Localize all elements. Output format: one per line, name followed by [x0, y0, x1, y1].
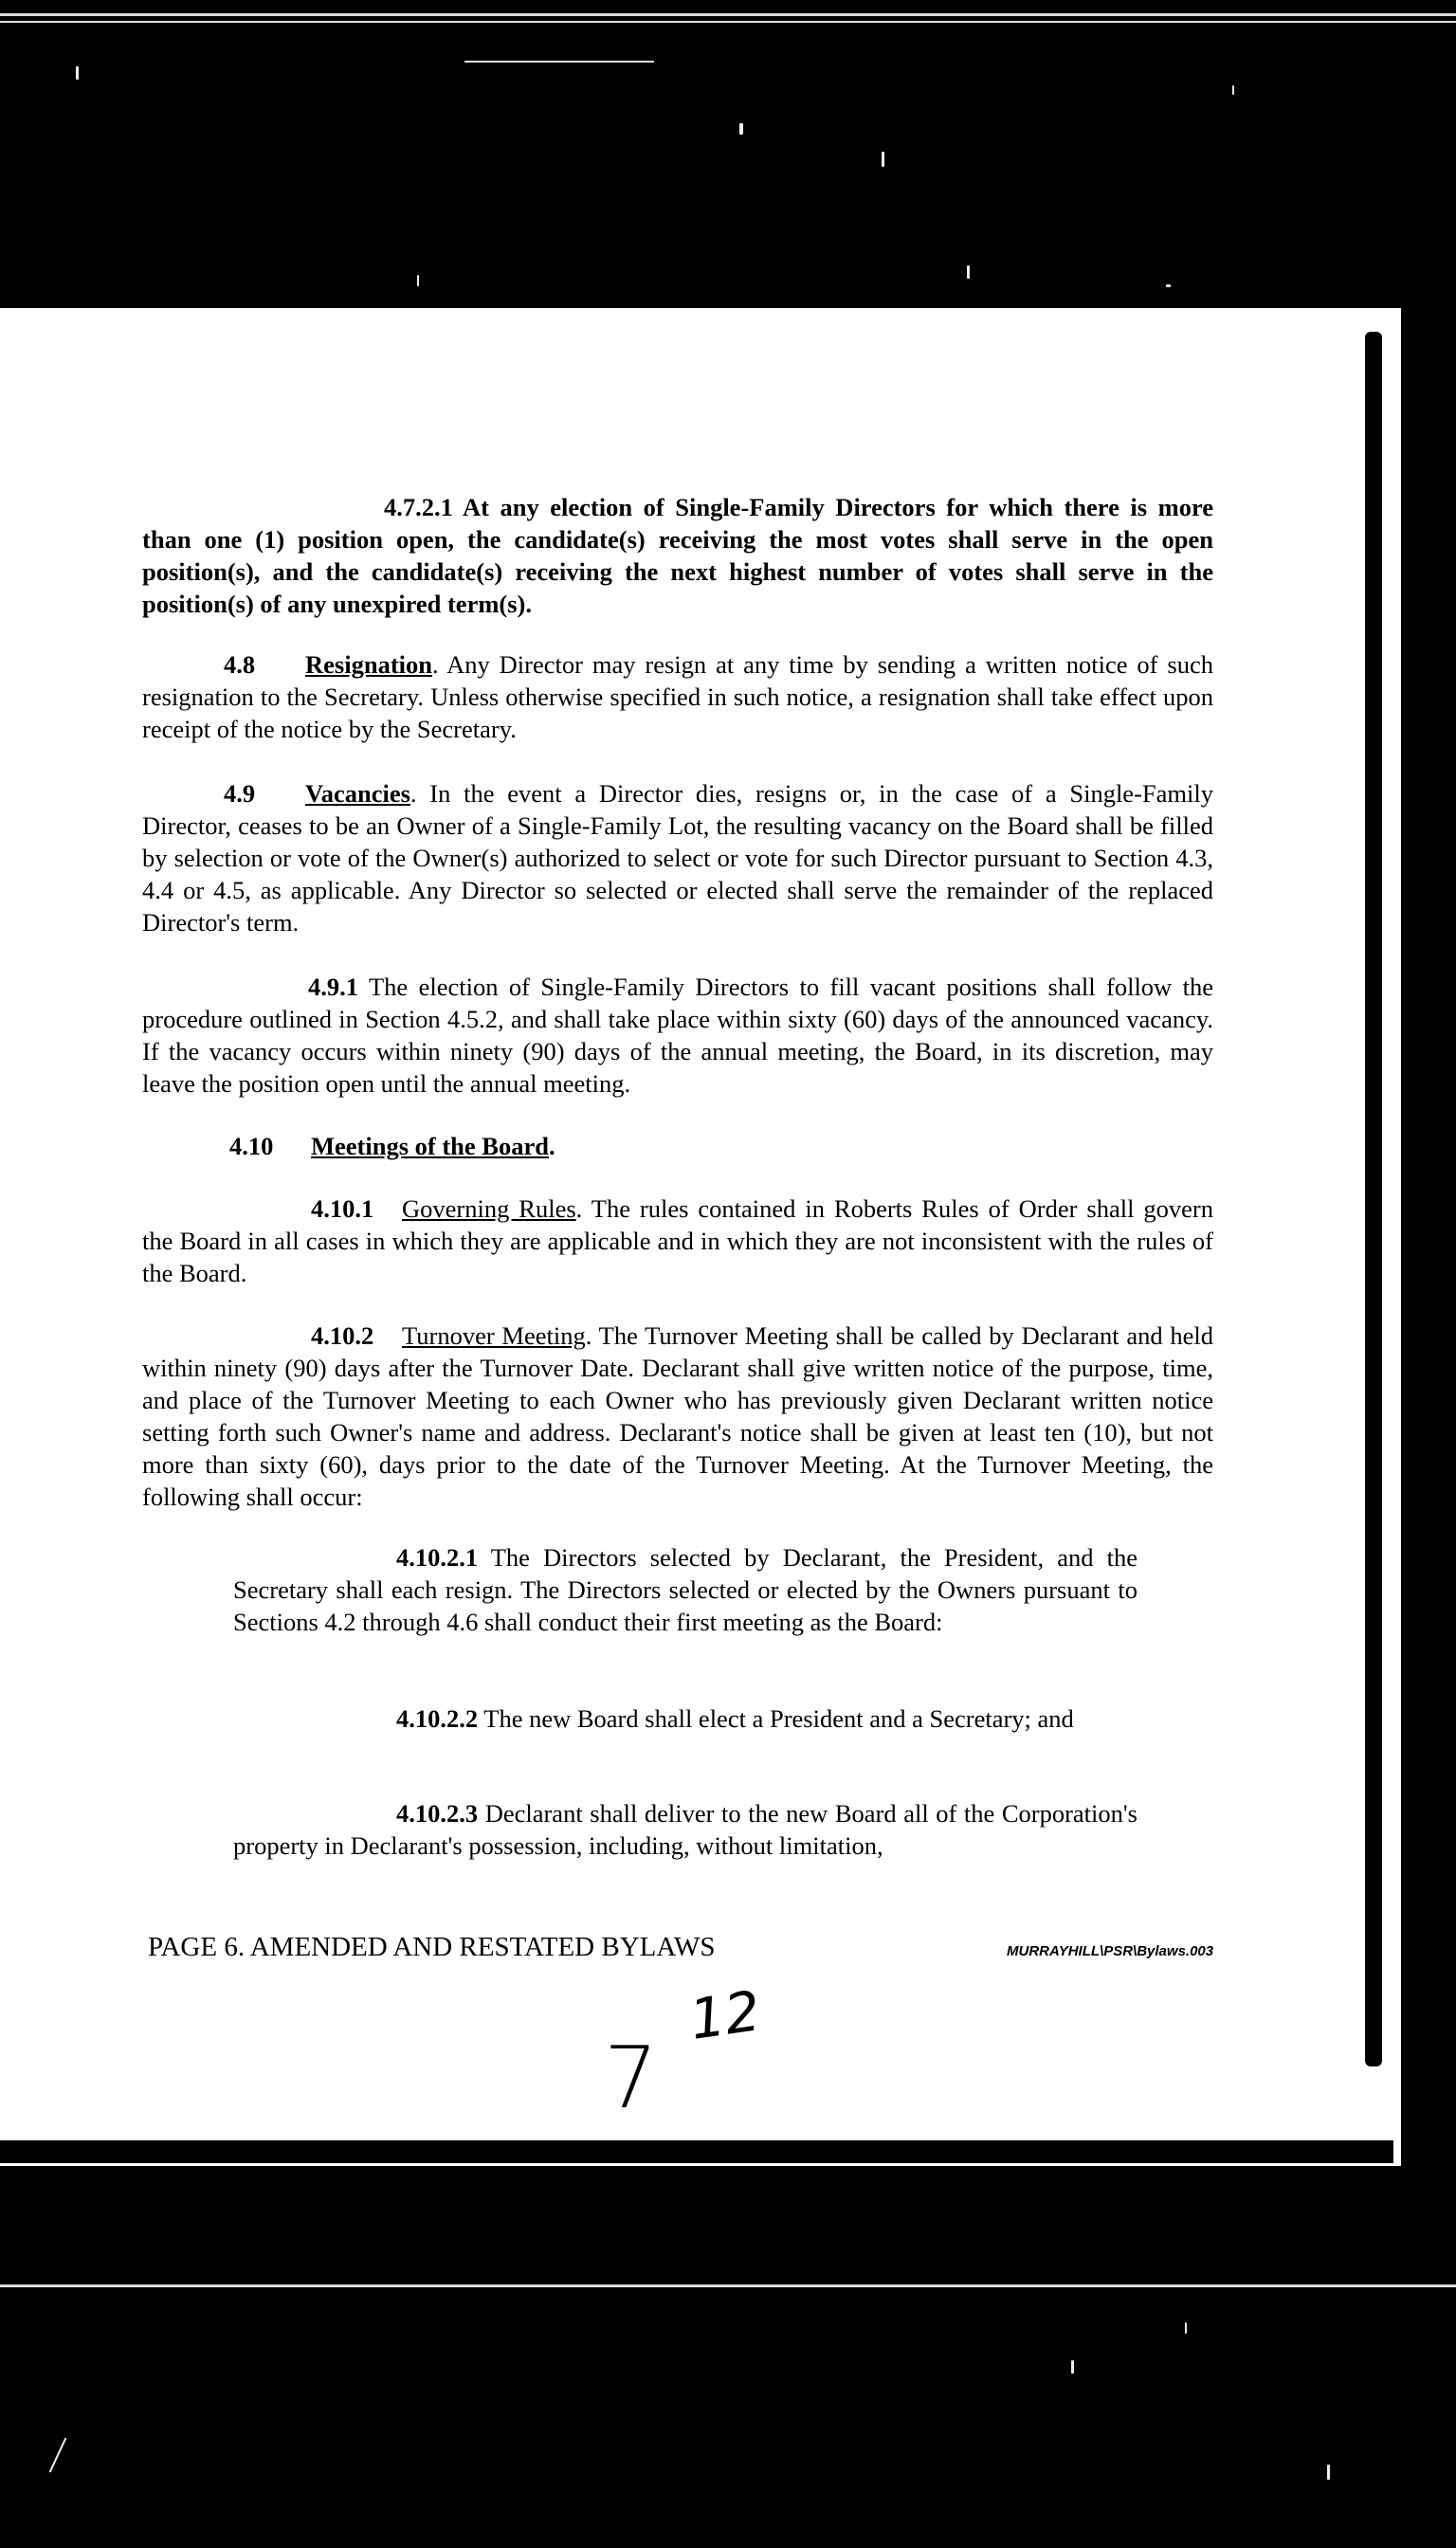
paragraph-4-10 [142, 1130, 1213, 1162]
paragraph-4-9-1 [142, 971, 1213, 1100]
section-heading: Resignation [305, 650, 432, 679]
speck [1185, 2322, 1187, 2334]
paragraph-text: . In the event a Director dies, resigns or, in the case of a Single-Family Director, ceases to be an Owner of a Single-Family Lot, the resulting vacancy on the Board shall be filled by selection or vote of the Owner(s) authorized to select or vote for such Director pursuant to Section 4.3, 4.4 or 4.5, as applicable. Any Director so selected or elected shall serve the remainder of the replaced Director's term. [142, 779, 1213, 937]
scan-line [0, 21, 1456, 23]
section-number: 4.10.1 [311, 1194, 374, 1223]
speck [1232, 85, 1234, 95]
scan-line [0, 2284, 1456, 2287]
handwritten-note: 12 [685, 1978, 765, 2052]
speck [882, 152, 884, 167]
section-number: 4.9 [224, 779, 256, 808]
section-heading: Governing Rules [402, 1194, 576, 1223]
paragraph-4-7-2-1 [142, 491, 1213, 620]
file-path-label: MURRAYHILL\PSR\Bylaws.003 [1007, 1943, 1214, 1959]
speck [739, 123, 743, 135]
section-number: 4.7.2.1 [384, 493, 453, 521]
paragraph-4-9 [142, 777, 1213, 938]
scan-noise-bottom [0, 2180, 1456, 2548]
paragraph-text: The new Board shall elect a President and a Secretary; and [478, 1704, 1074, 1733]
scan-noise-top [0, 0, 1456, 308]
paragraph-text: The Directors selected by Declarant, the President, and the Secretary shall each resign. The Directors selected or elected by the Owners pursuant to Sections 4.2 through 4.6 shall conduct their first meeting as the Board: [233, 1543, 1138, 1636]
page-footer-title: PAGE 6. AMENDED AND RESTATED BYLAWS [148, 1932, 716, 1962]
speck [1327, 2465, 1330, 2480]
paragraph-4-10-2-2 [233, 1702, 1138, 1735]
section-number: 4.10.2.3 [396, 1799, 479, 1828]
paragraph-text: At any election of Single-Family Directors for which there is more than one (1) position open, the candidate(s) receiving the most votes shall serve in the open position(s), and the candidate(s) receiving the next highest number of votes shall serve in the position(s) of any unexpired term(s). [142, 493, 1213, 618]
paragraph-4-10-2-1 [233, 1541, 1138, 1638]
speck [1071, 2360, 1074, 2374]
handwritten-page-number: 7 [604, 2029, 659, 2128]
speck [417, 275, 419, 286]
paragraph-4-8 [142, 648, 1213, 745]
page-edge-shadow [1365, 332, 1382, 2066]
section-number: 4.10.2.2 [396, 1704, 479, 1733]
page-bottom-edge [0, 2140, 1393, 2163]
section-number: 4.9.1 [308, 973, 358, 1001]
speck [76, 66, 79, 80]
speck [1166, 284, 1171, 287]
paragraph-text: Declarant shall deliver to the new Board all of the Corporation's property in Declarant's possession, including, without limitation, [233, 1799, 1138, 1860]
paragraph-text: . Any Director may resign at any time by sending a written notice of such resignation to the Secretary. Unless otherwise specified in such notice, a resignation shall take effect upon receipt of the notice by the Secretary. [142, 650, 1213, 743]
section-number: 4.8 [224, 650, 256, 679]
section-number: 4.10 [229, 1132, 274, 1160]
paragraph-text: . [548, 1132, 555, 1160]
paragraph-4-10-1 [142, 1192, 1213, 1289]
section-heading: Meetings of the Board [311, 1132, 549, 1160]
section-number: 4.10.2.1 [396, 1543, 479, 1572]
paragraph-4-10-2 [142, 1320, 1213, 1513]
paragraph-text: . The Turnover Meeting shall be called by Declarant and held within ninety (90) days after the Turnover Date. Declarant shall give written notice of the purpose, time, and place of the Turnover Meeting to each Owner who has previously given Declarant written notice setting forth such Owner's name and address. Declarant's notice shall be given at least ten (10), but not more than sixty (60), days prior to the date of the Turnover Meeting. At the Turnover Meeting, the following shall occur: [142, 1321, 1213, 1511]
speck [967, 265, 970, 279]
scan-line [0, 13, 1456, 16]
section-number: 4.10.2 [311, 1321, 374, 1350]
paragraph-text: . The rules contained in Roberts Rules of Order shall govern the Board in all cases in which they are applicable and in which they are not inconsistent with the rules of the Board. [142, 1194, 1213, 1287]
scan-line [464, 61, 654, 63]
section-heading: Vacancies [305, 779, 410, 808]
section-heading: Turnover Meeting [402, 1321, 586, 1350]
paragraph-text: The election of Single-Family Directors to fill vacant positions shall follow the procedure outlined in Section 4.5.2, and shall take place within sixty (60) days of the announced vacancy. If the vacancy occurs within ninety (90) days of the annual meeting, the Board, in its discretion, may leave the position open until the annual meeting. [142, 973, 1213, 1098]
paragraph-4-10-2-3 [233, 1797, 1138, 1862]
